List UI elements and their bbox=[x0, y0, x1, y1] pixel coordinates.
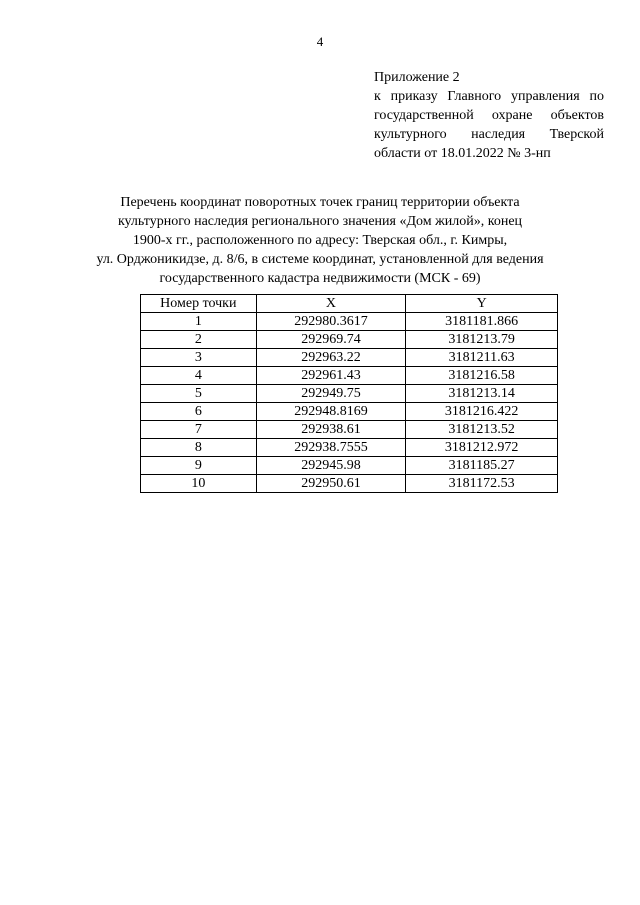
cell-x: 292938.61 bbox=[256, 421, 406, 439]
header-y: Y bbox=[406, 295, 558, 313]
cell-y: 3181211.63 bbox=[406, 349, 558, 367]
table-row bbox=[141, 385, 558, 403]
table-row bbox=[141, 331, 558, 349]
cell-x: 292945.98 bbox=[256, 457, 406, 475]
appendix-line-2: к приказу Главного управления по bbox=[374, 89, 604, 104]
cell-y: 3181213.52 bbox=[406, 421, 558, 439]
appendix-line-1: Приложение 2 bbox=[374, 70, 460, 85]
cell-x: 292961.43 bbox=[256, 367, 406, 385]
cell-x: 292938.7555 bbox=[256, 439, 406, 457]
cell-x: 292969.74 bbox=[256, 331, 406, 349]
cell-point-number: 9 bbox=[141, 457, 257, 475]
page-number: 4 bbox=[316, 34, 324, 49]
table-row bbox=[141, 313, 558, 331]
table-row bbox=[141, 457, 558, 475]
title-line-3: 1900-х гг., расположенного по адресу: Тверская обл., г. Кимры, bbox=[132, 233, 508, 248]
cell-y: 3181213.14 bbox=[406, 385, 558, 403]
cell-y: 3181212.972 bbox=[406, 439, 558, 457]
table-row bbox=[141, 439, 558, 457]
cell-x: 292948.8169 bbox=[256, 403, 406, 421]
table-row bbox=[141, 367, 558, 385]
appendix-block bbox=[374, 68, 604, 163]
cell-y: 3181216.58 bbox=[406, 367, 558, 385]
cell-x: 292963.22 bbox=[256, 349, 406, 367]
cell-y: 3181216.422 bbox=[406, 403, 558, 421]
table-row bbox=[141, 403, 558, 421]
table-row bbox=[141, 421, 558, 439]
title-line-5: государственного кадастра недвижимости (МСК - 69) bbox=[159, 271, 481, 286]
table-row bbox=[141, 349, 558, 367]
cell-point-number: 4 bbox=[141, 367, 257, 385]
table-row bbox=[141, 475, 558, 493]
table-header-row bbox=[141, 295, 558, 313]
cell-point-number: 1 bbox=[141, 313, 257, 331]
header-x: X bbox=[256, 295, 406, 313]
appendix-line-4: культурного наследия Тверской bbox=[374, 127, 604, 142]
cell-y: 3181172.53 bbox=[406, 475, 558, 493]
coordinates-table bbox=[140, 294, 558, 493]
document-title bbox=[60, 193, 580, 288]
cell-point-number: 10 bbox=[141, 475, 257, 493]
cell-x: 292950.61 bbox=[256, 475, 406, 493]
cell-x: 292980.3617 bbox=[256, 313, 406, 331]
cell-y: 3181185.27 bbox=[406, 457, 558, 475]
title-line-2: культурного наследия регионального значения «Дом жилой», конец bbox=[117, 214, 523, 229]
appendix-line-5: области от 18.01.2022 № 3-нп bbox=[374, 146, 551, 161]
title-line-1: Перечень координат поворотных точек границ территории объекта bbox=[120, 195, 520, 210]
cell-point-number: 3 bbox=[141, 349, 257, 367]
cell-y: 3181213.79 bbox=[406, 331, 558, 349]
cell-x: 292949.75 bbox=[256, 385, 406, 403]
cell-y: 3181181.866 bbox=[406, 313, 558, 331]
title-line-4: ул. Орджоникидзе, д. 8/6, в системе координат, установленной для ведения bbox=[96, 252, 544, 267]
appendix-line-3: государственной охране объектов bbox=[374, 108, 604, 123]
cell-point-number: 7 bbox=[141, 421, 257, 439]
cell-point-number: 6 bbox=[141, 403, 257, 421]
cell-point-number: 8 bbox=[141, 439, 257, 457]
header-point-number: Номер точки bbox=[141, 295, 257, 313]
cell-point-number: 5 bbox=[141, 385, 257, 403]
cell-point-number: 2 bbox=[141, 331, 257, 349]
